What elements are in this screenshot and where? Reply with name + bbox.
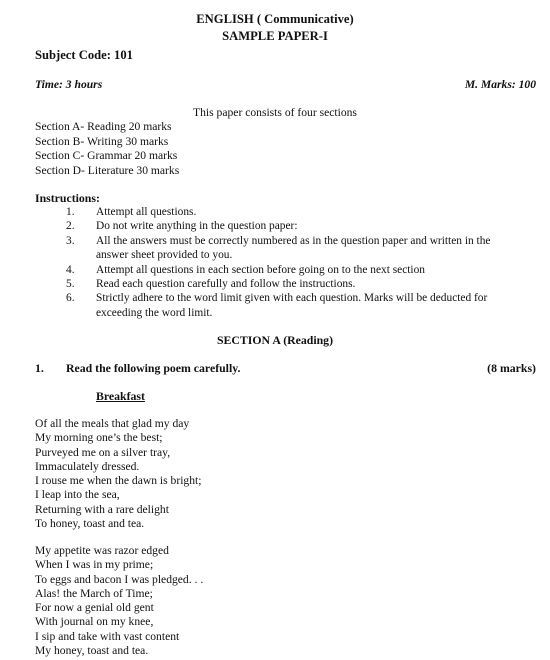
section-a-heading [0, 333, 550, 348]
instruction-item [35, 291, 540, 320]
instruction-item [35, 234, 540, 263]
poem-line: Purveyed me on a silver tray, [35, 445, 171, 459]
paper-subtitle: SAMPLE PAPER-I [222, 29, 328, 43]
question-number: 1. [35, 361, 44, 375]
poem-line: Immaculately dressed. [35, 459, 140, 473]
paper-title: ENGLISH ( Communicative) [196, 12, 354, 26]
section-list [35, 120, 179, 178]
instruction-text: answer sheet provided to you. [96, 249, 233, 262]
poem-line: I rouse me when the dawn is bright; [35, 474, 202, 488]
poem-line: My honey, toast and tea. [35, 644, 149, 658]
paper-overview: This paper consists of four sections [193, 106, 357, 119]
poem-line: My morning one’s the best; [35, 431, 163, 445]
poem-line: When I was in my prime; [35, 558, 154, 572]
poem-stanza [35, 417, 201, 531]
instruction-text: Do not write anything in the question paper: [96, 220, 298, 233]
poem-line: My appetite was razor edged [35, 544, 169, 557]
instruction-text: exceeding the word limit. [96, 306, 213, 319]
instruction-number: 4. [66, 263, 75, 276]
poem-title: Breakfast [96, 389, 145, 403]
instruction-number: 6. [66, 292, 75, 305]
section-item: Section C- Grammar 20 marks [35, 149, 178, 162]
instructions-heading: Instructions: [35, 191, 100, 205]
section-item: Section B- Writing 30 marks [35, 134, 169, 148]
instruction-item [35, 277, 540, 291]
instruction-number: 1. [66, 206, 75, 218]
instruction-number: 2. [66, 220, 75, 233]
poem-line: Alas! the March of Time; [35, 586, 153, 600]
poem-line: For now a genial old gent [35, 601, 154, 615]
poem-line: To honey, toast and tea. [35, 517, 145, 531]
subject-code: Subject Code: 101 [35, 48, 133, 62]
poem-line: Of all the meals that glad my day [35, 417, 190, 430]
section-item: Section D- Literature 30 marks [35, 163, 180, 177]
poem-line: I leap into the sea, [35, 488, 120, 502]
section-a-subtitle: (Reading) [280, 333, 334, 347]
poem-line: I sip and take with vast content [35, 629, 180, 643]
instruction-item [35, 263, 540, 277]
instruction-item [35, 219, 540, 233]
poem-line: With journal on my knee, [35, 615, 154, 629]
poem-line: To eggs and bacon I was pledged. . . [35, 572, 204, 586]
section-item: Section A- Reading 20 marks [35, 120, 172, 133]
instruction-number: 5. [66, 278, 75, 291]
instruction-text: Read each question carefully and follow the instructions. [96, 278, 356, 291]
instruction-number: 3. [66, 234, 75, 247]
max-marks: M. Marks: 100 [464, 78, 536, 91]
instruction-text: All the answers must be correctly numbered as in the question paper and written in the [96, 234, 491, 247]
instruction-text: Attempt all questions in each section before going on to the next section [96, 263, 425, 276]
poem-stanza [35, 544, 203, 658]
question-text: Read the following poem carefully. [66, 361, 241, 375]
poem-line: Returning with a rare delight [35, 502, 169, 516]
instruction-text: Attempt all questions. [96, 206, 197, 218]
time-allowed: Time: 3 hours [35, 78, 103, 91]
instructions-list [35, 205, 540, 320]
question-marks: (8 marks) [487, 361, 536, 375]
instruction-item [35, 205, 540, 219]
instruction-text: Strictly adhere to the word limit given with each question. Marks will be deducted for [96, 292, 488, 305]
section-a-label: SECTION A [216, 333, 281, 347]
